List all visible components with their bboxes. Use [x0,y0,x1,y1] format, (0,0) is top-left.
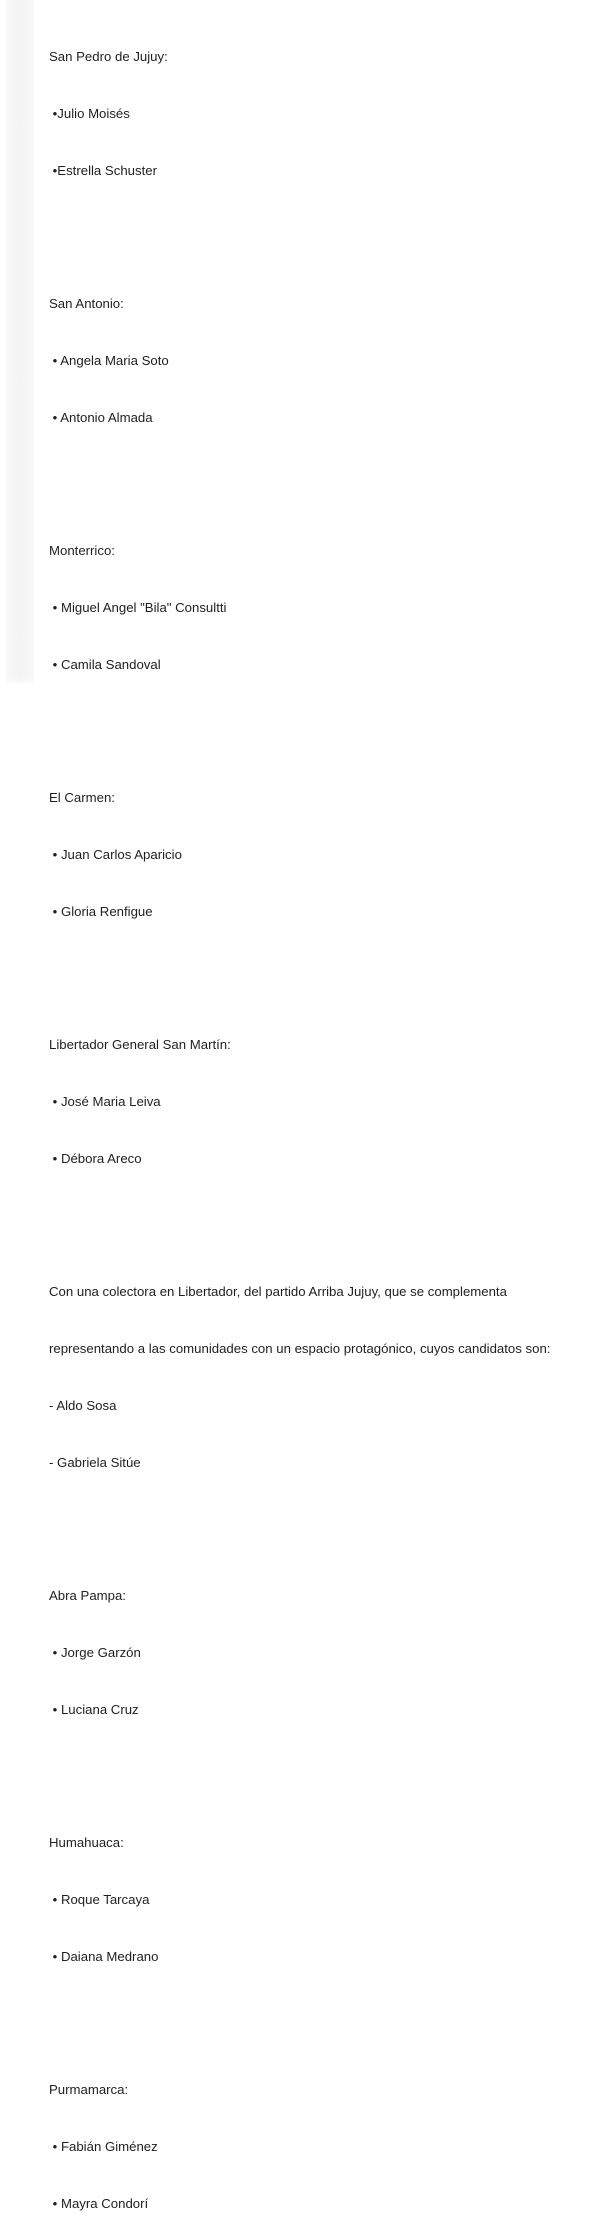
message-line: • Angela Maria Soto [49,353,169,368]
message-line: • Camila Sandoval [49,657,161,672]
message-line: representando a las comunidades con un espacio protagónico, cuyos candidatos son: [49,1341,551,1356]
message-line: • Luciana Cruz [49,1702,139,1717]
message-line: • Gloria Renfigue [49,904,153,919]
message-line: • Antonio Almada [49,410,153,425]
left-watermark-strip [6,0,34,688]
message-line: • Fabián Giménez [49,2139,158,2154]
message-line: • José Maria Leiva [49,1094,161,1109]
message-line: Con una colectora en Libertador, del partido Arriba Jujuy, que se complementa [49,1284,507,1299]
message-blank-line [49,959,589,978]
message-line: Abra Pampa: [49,1588,126,1603]
message-blank-line [49,1757,589,1776]
message-blank-line [49,2004,589,2023]
message-line: • Roque Tarcaya [49,1892,150,1907]
message-line: Humahuaca: [49,1835,124,1850]
bottom-clip-fade [0,678,605,688]
message-line: •Estrella Schuster [49,163,157,178]
message-blank-line [49,1510,589,1529]
message-blank-line [49,218,589,237]
message-line: - Aldo Sosa [49,1398,117,1413]
message-line: • Débora Areco [49,1151,142,1166]
message-text [49,9,589,2232]
message-line: • Jorge Garzón [49,1645,141,1660]
message-line: San Antonio: [49,296,124,311]
message-blank-line [49,465,589,484]
message-line: •Julio Moisés [49,106,130,121]
message-line: El Carmen: [49,790,115,805]
message-line: • Miguel Angel "Bila" Consultti [49,600,227,615]
message-line: - Gabriela Sitúe [49,1455,141,1470]
message-line: • Daiana Medrano [49,1949,159,1964]
message-blank-line [49,1206,589,1225]
message-blank-line [49,712,589,731]
message-line: • Mayra Condorí [49,2196,149,2211]
message-line: San Pedro de Jujuy: [49,49,168,64]
message-line: • Juan Carlos Aparicio [49,847,182,862]
message-line: Monterrico: [49,543,115,558]
message-line: Libertador General San Martín: [49,1037,231,1052]
message-line: Purmamarca: [49,2082,129,2097]
